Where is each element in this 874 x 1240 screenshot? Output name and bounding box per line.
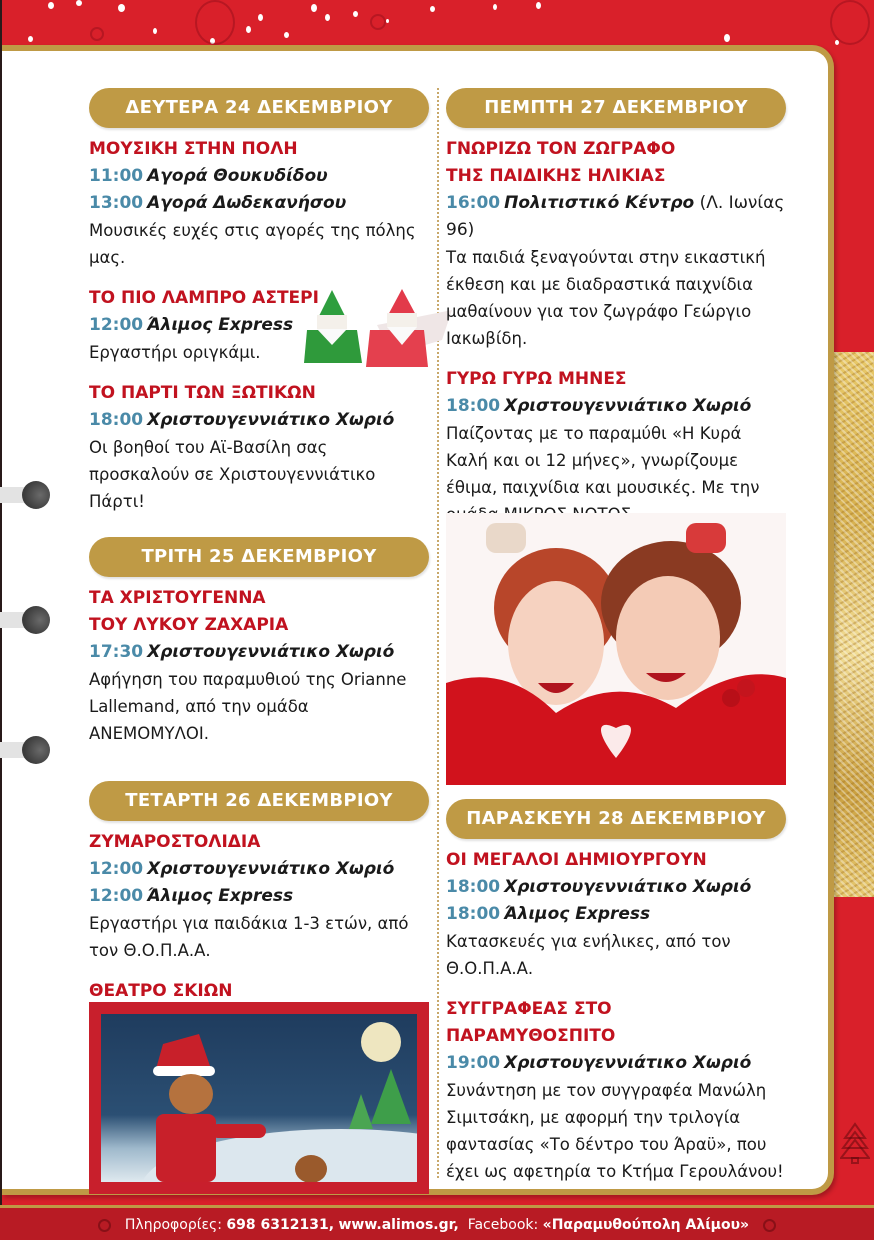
event-venue: Αγορά Θουκυδίδου (147, 166, 328, 186)
event-slot (89, 883, 429, 910)
day-section (89, 537, 429, 747)
event-description: Οι βοηθοί του Αϊ-Βασίλη σας προσκαλούν σε Χριστουγεννιάτικο Πάρτι! (89, 438, 376, 511)
event-title: ΣΥΓΓΡΑΦΕΑΣ ΣΤΟ ΠΑΡΑΜΥΘΟΣΠΙΤΟ (446, 999, 616, 1046)
footer-phone[interactable]: 698 6312131, (226, 1217, 335, 1233)
event-time: 12:00 (89, 859, 144, 879)
santa-suit (156, 1114, 216, 1182)
binder-ring (0, 606, 50, 634)
event-slot (89, 190, 429, 217)
karagiozis-image (89, 1002, 429, 1194)
event-time: 12:00 (89, 886, 144, 906)
event-description: Συνάντηση με τον συγγραφέα Μανώλη Σιμιτσάκη, με αφορμή την τριλογία φαντασίας «Το δέντρο του Άραϋ», που έχει ως αφετηρία το Κτήμα Γερουλάνου! (446, 1081, 784, 1181)
day-header: ΤΕΤΑΡΤΗ 26 ΔΕΚΕΜΒΡΙΟΥ (89, 781, 429, 821)
event-venue: Άλιμος Express (147, 886, 294, 906)
event-time: 18:00 (89, 410, 144, 430)
event-time: 18:00 (446, 904, 501, 924)
snowflake (284, 32, 289, 38)
tree (349, 1094, 373, 1129)
snowflake (48, 2, 54, 9)
event-title: ΖΥΜΑΡΟΣΤΟΛΙΔΙΑ (89, 832, 261, 852)
event-venue: Πολιτιστικό Κέντρο (504, 193, 695, 213)
event (446, 847, 786, 982)
event-description: Τα παιδιά ξεναγούνται στην εικαστική έκθεση και με διαδραστικά παιχνίδια μαθαίνουν για τον ζωγράφο Γεώργιο Ιακωβίδη. (446, 248, 766, 348)
day-header: ΤΡΙΤΗ 25 ΔΕΚΕΜΒΡΙΟΥ (89, 537, 429, 577)
karagiozis-face (169, 1074, 213, 1114)
event-time: 19:00 (446, 1053, 501, 1073)
event (446, 366, 786, 528)
event-venue: Χριστουγεννιάτικο Χωριό (504, 396, 752, 416)
snowflake (311, 4, 317, 12)
event-slot (89, 163, 429, 190)
event-venue: Άλιμος Express (504, 904, 651, 924)
snowflake (353, 11, 358, 17)
hat-trim (153, 1066, 215, 1076)
footer-circle-icon (763, 1219, 776, 1232)
event-title: ΟΙ ΜΕΓΑΛΟΙ ΔΗΜΙΟΥΡΓΟΥΝ (446, 850, 707, 870)
event-venue: Χριστουγεννιάτικο Χωριό (147, 410, 395, 430)
day-header: ΠΕΜΠΤΗ 27 ΔΕΚΕΜΒΡΙΟΥ (446, 88, 786, 128)
snowflake (536, 2, 541, 9)
arm (211, 1124, 266, 1138)
binder-ring (0, 736, 50, 764)
snowflake (246, 26, 251, 33)
snowflake (325, 14, 330, 21)
santa-hat (156, 1034, 211, 1069)
antler-headband (486, 523, 526, 553)
event-time: 16:00 (446, 193, 501, 213)
event-slot (89, 407, 429, 434)
event-slot (446, 874, 786, 901)
event-slot (446, 1050, 786, 1077)
event-time: 13:00 (89, 193, 144, 213)
event-description: Εργαστήρι για παιδάκια 1-3 ετών, από τον Θ.Ο.Π.Α.Α. (89, 914, 409, 960)
origami-red-hat (387, 289, 417, 317)
footer-website-link[interactable]: www.alimos.gr, (338, 1217, 459, 1233)
snowflake (76, 0, 82, 6)
event (89, 380, 429, 515)
event-description: Παίζοντας με το παραμύθι «Η Κυρά Καλή και οι 12 μήνες», γνωρίζουμε έθιμα, παιχνίδια και μουσικές. Με την (446, 424, 760, 497)
footer-facebook-label: Facebook: (467, 1217, 539, 1233)
event (89, 136, 429, 271)
event-slot (446, 901, 786, 928)
event (89, 829, 429, 964)
event-title: ΘΕΑΤΡΟ ΣΚΙΩΝ (89, 981, 233, 1001)
event (446, 996, 786, 1185)
event-title: ΜΟΥΣΙΚΗ ΣΤΗΝ ΠΟΛΗ (89, 139, 298, 159)
event-description: Μουσικές ευχές στις αγορές της πόλης μας. (89, 221, 416, 267)
event (446, 136, 786, 352)
column-divider (437, 88, 439, 1178)
right-column-lower (446, 799, 786, 1199)
origami-image (302, 285, 452, 370)
event-venue: Χριστουγεννιάτικο Χωριό (504, 877, 752, 897)
snowflake (430, 6, 435, 12)
moon (361, 1022, 401, 1062)
day-header: ΠΑΡΑΣΚΕΥΗ 28 ΔΕΚΕΜΒΡΙΟΥ (446, 799, 786, 839)
snowflake (28, 36, 33, 42)
event-title: ΓΝΩΡΙΖΩ ΤΟΝ ΖΩΓΡΑΦΟ (446, 139, 676, 159)
event-venue: Αγορά Δωδεκανήσου (147, 193, 347, 213)
day-header: ΔΕΥΤΕΡΑ 24 ΔΕΚΕΜΒΡΙΟΥ (89, 88, 429, 128)
origami-green-face (317, 315, 347, 329)
event-time: 11:00 (89, 166, 144, 186)
gold-glitter-strip (834, 352, 874, 897)
performers-photo (446, 513, 786, 785)
day-section (446, 799, 786, 1185)
snowflake (118, 4, 125, 12)
event-description: Αφήγηση του παραμυθιού της Orianne Lallemand, από την ομάδα ΑΝΕΜΟΜΥΛΟΙ. (89, 670, 407, 743)
footer-facebook-link[interactable]: «Παραμυθούπολη Αλίμου» (542, 1217, 750, 1233)
snowflake (153, 28, 157, 34)
day-section (446, 88, 786, 528)
left-column (89, 88, 429, 1100)
event-description: Εργαστήρι οριγκάμι. (89, 343, 261, 362)
right-column (446, 88, 786, 542)
ornament (722, 689, 740, 707)
event-slot (89, 856, 429, 883)
event-slot (446, 393, 786, 420)
event-title: ΤΟΥ ΛΥΚΟΥ ΖΑΧΑΡΙΑ (89, 615, 289, 635)
origami-red-face (387, 313, 417, 327)
event-time: 12:00 (89, 315, 144, 335)
event-title: ΤΗΣ ΠΑΙΔΙΚΗΣ ΗΛΙΚΙΑΣ (446, 166, 666, 186)
event-venue: Άλιμος Express (147, 315, 294, 335)
tree (371, 1069, 411, 1124)
event-venue: Χριστουγεννιάτικο Χωριό (147, 642, 395, 662)
antler-headband (686, 523, 726, 553)
snowflake (386, 19, 389, 23)
reindeer (295, 1155, 327, 1182)
footer (0, 1205, 874, 1240)
event-time: 18:00 (446, 877, 501, 897)
christmas-tree-icon (840, 1122, 870, 1164)
event-slot (446, 190, 786, 244)
snowflake (724, 34, 730, 42)
event-title: ΤΟ ΠΙΟ ΛΑΜΠΡΟ ΑΣΤΕΡΙ (89, 288, 319, 308)
event-title: ΤΑ ΧΡΙΣΤΟΥΓΕΝΝΑ (89, 588, 266, 608)
snowflake (258, 14, 263, 21)
event-description: Κατασκευές για ενήλικες, από τον Θ.Ο.Π.Α.Α. (446, 932, 731, 978)
event-title: ΓΥΡΩ ΓΥΡΩ ΜΗΝΕΣ (446, 369, 627, 389)
event-time: 18:00 (446, 396, 501, 416)
event-title: ΤΟ ΠΑΡΤΙ ΤΩΝ ΞΩΤΙΚΩΝ (89, 383, 316, 403)
ornament-deco (830, 0, 870, 45)
ornament (737, 679, 755, 697)
ornament-deco (90, 27, 104, 41)
binder-ring (0, 481, 50, 509)
event-venue-note: (Λ. Ιωνίας 96) (446, 193, 785, 240)
event (89, 585, 429, 747)
ornament-deco (195, 0, 235, 45)
ornament-deco (370, 14, 386, 30)
event-venue: Χριστουγεννιάτικο Χωριό (504, 1053, 752, 1073)
snowflake (493, 4, 497, 10)
event-venue: Χριστουγεννιάτικο Χωριό (147, 859, 395, 879)
footer-info-label: Πληροφορίες: (124, 1217, 222, 1233)
event-time: 17:30 (89, 642, 144, 662)
event-slot (89, 639, 429, 666)
footer-circle-icon (98, 1219, 111, 1232)
